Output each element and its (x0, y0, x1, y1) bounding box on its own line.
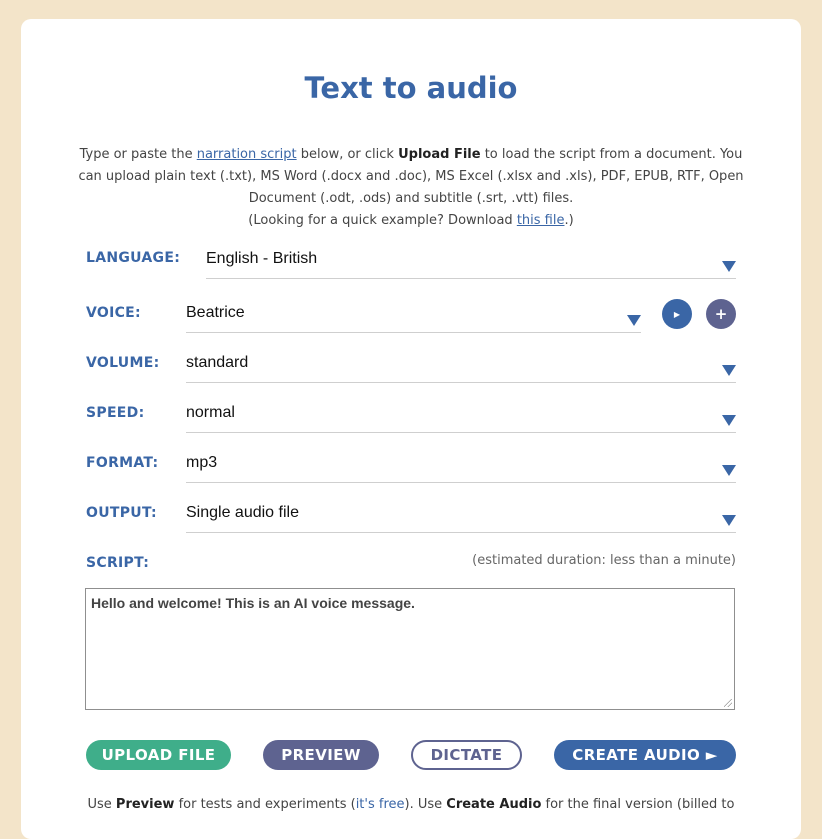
output-label: OUTPUT: (86, 505, 157, 521)
format-value: mp3 (186, 454, 218, 471)
script-label: SCRIPT: (86, 555, 150, 571)
language-label: LANGUAGE: (86, 250, 181, 266)
speed-label: SPEED: (86, 405, 145, 421)
example-file-link[interactable]: this file (516, 213, 565, 228)
script-textarea[interactable] (85, 588, 735, 710)
language-value: English - British (206, 250, 318, 267)
volume-label: VOLUME: (86, 355, 160, 371)
script-text: Hello and welcome! This is an AI voice message. (91, 595, 415, 611)
narration-script-link[interactable]: narration script (196, 147, 297, 162)
caret-down-icon (722, 261, 736, 272)
language-select[interactable] (206, 244, 736, 279)
resize-handle-icon[interactable] (724, 699, 732, 707)
estimated-duration: (estimated duration: less than a minute) (472, 553, 736, 568)
caret-down-icon (627, 315, 641, 326)
voice-value: Beatrice (186, 304, 245, 321)
plus-icon: + (714, 305, 728, 323)
format-select[interactable] (186, 448, 736, 483)
dictate-button[interactable]: DICTATE (411, 740, 522, 770)
play-icon: ▶ (673, 309, 681, 319)
output-value: Single audio file (186, 504, 299, 521)
main-card (21, 19, 801, 839)
preview-button[interactable]: PREVIEW (263, 740, 379, 770)
caret-down-icon (722, 365, 736, 376)
caret-down-icon (722, 515, 736, 526)
play-voice-button[interactable] (662, 299, 692, 329)
caret-down-icon (722, 465, 736, 476)
footer-note: Use Preview for tests and experiments (it's free). Use Create Audio for the final version (billed to (87, 797, 735, 812)
add-voice-button[interactable] (706, 299, 736, 329)
voice-select[interactable] (186, 298, 641, 333)
speed-value: normal (186, 404, 235, 421)
its-free-link[interactable]: it's free (355, 797, 405, 812)
format-label: FORMAT: (86, 455, 159, 471)
voice-label: VOICE: (86, 305, 141, 321)
upload-file-button[interactable]: UPLOAD FILE (86, 740, 231, 770)
volume-value: standard (186, 354, 249, 371)
page-title: Text to audio (304, 71, 518, 105)
create-audio-button[interactable]: CREATE AUDIO ► (554, 740, 736, 770)
output-select[interactable] (186, 498, 736, 533)
caret-down-icon (722, 415, 736, 426)
intro-text: Type or paste the narration script below, or click Upload File to load the script from a document. You can upload plain text (.txt), MS Word (.docx and .doc), MS Excel (.xlsx and .xls), PDF, EPUB, RTF, Open Document (.odt, .ods) and subtitle (.srt, .vtt) files. (Looking for a quick example? Download this file.) (78, 147, 744, 228)
speed-select[interactable] (186, 398, 736, 433)
volume-select[interactable] (186, 348, 736, 383)
